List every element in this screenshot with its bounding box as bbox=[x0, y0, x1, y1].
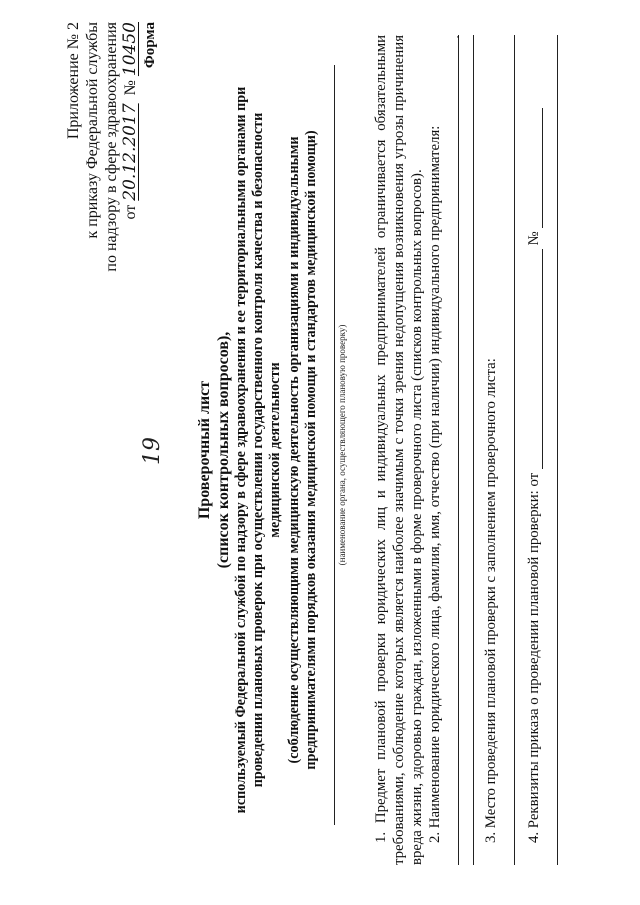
item-1: 1. Предмет плановой проверки юридических лиц и индивидуальных предпринимателей ограничивается обязательными требованиями, соблюдение которых является наиболее значимым с точки зрения недопущения возникновения угрозы причинения вреда жизни, здоровью граждан, изложенными в форме проверочного листа (списков контрольных вопросов). bbox=[373, 35, 425, 865]
appendix-number: Приложение № 2 bbox=[65, 22, 82, 140]
appendix-order: к приказу Федеральной службы bbox=[84, 22, 101, 239]
form-body bbox=[372, 35, 558, 865]
item-4-label: 4. Реквизиты приказа о проведении плановой проверки: от bbox=[526, 472, 542, 843]
item-2-fill-line-1 bbox=[446, 35, 463, 865]
document-title bbox=[195, 35, 320, 865]
appendix-date-prefix: от bbox=[122, 204, 139, 220]
item-2-fill-line-2 bbox=[461, 35, 474, 865]
authority-caption: (наименование органа, осуществляющего плановую проверку) bbox=[337, 324, 347, 566]
item-4-fill-line bbox=[545, 35, 558, 865]
title-line-5: медицинской деятельности bbox=[267, 362, 283, 538]
title-line-2: (список контрольных вопросов), bbox=[215, 331, 232, 569]
item-4-number-blank bbox=[542, 108, 543, 228]
item-2: 2. Наименование юридического лица, фамилия, имя, отчество (при наличии) индивидуального предпринимателя: bbox=[427, 125, 443, 843]
item-3: 3. Место проведения плановой проверки с заполнением проверочного листа: bbox=[483, 358, 499, 843]
appendix-header bbox=[64, 22, 140, 342]
title-line-1: Проверочный лист bbox=[196, 380, 213, 520]
appendix-service: по надзору в сфере здравоохранения bbox=[103, 22, 120, 272]
item-3-fill-line bbox=[502, 35, 515, 865]
appendix-order-number: 10450 bbox=[120, 22, 140, 77]
title-line-3: используемый Федеральной службой по надзору в сфере здравоохранения и ее территориальными органами при bbox=[233, 86, 249, 814]
title-line-4: проведении плановых проверок при осуществлении государственного контроля качества и безопасности bbox=[250, 112, 266, 788]
appendix-date-line bbox=[121, 22, 140, 342]
authority-field bbox=[334, 65, 347, 825]
item-4-date-blank bbox=[542, 249, 543, 469]
item-4 bbox=[525, 35, 543, 865]
appendix-date: 20.12.2017 bbox=[120, 103, 140, 201]
title-line-6: (соблюдение осуществляющими медицинскую деятельность организациями и индивидуальными bbox=[286, 136, 302, 764]
authority-line bbox=[334, 65, 335, 825]
appendix-no-prefix: № bbox=[122, 80, 139, 96]
item-4-no: № bbox=[526, 231, 542, 246]
item-2-end-mark: . bbox=[447, 35, 463, 39]
form-label: Форма bbox=[142, 22, 158, 69]
title-line-7: предпринимателями порядков оказания медицинской помощи и стандартов медицинской помощи) bbox=[303, 130, 319, 770]
page-number: 19 bbox=[140, 437, 165, 465]
